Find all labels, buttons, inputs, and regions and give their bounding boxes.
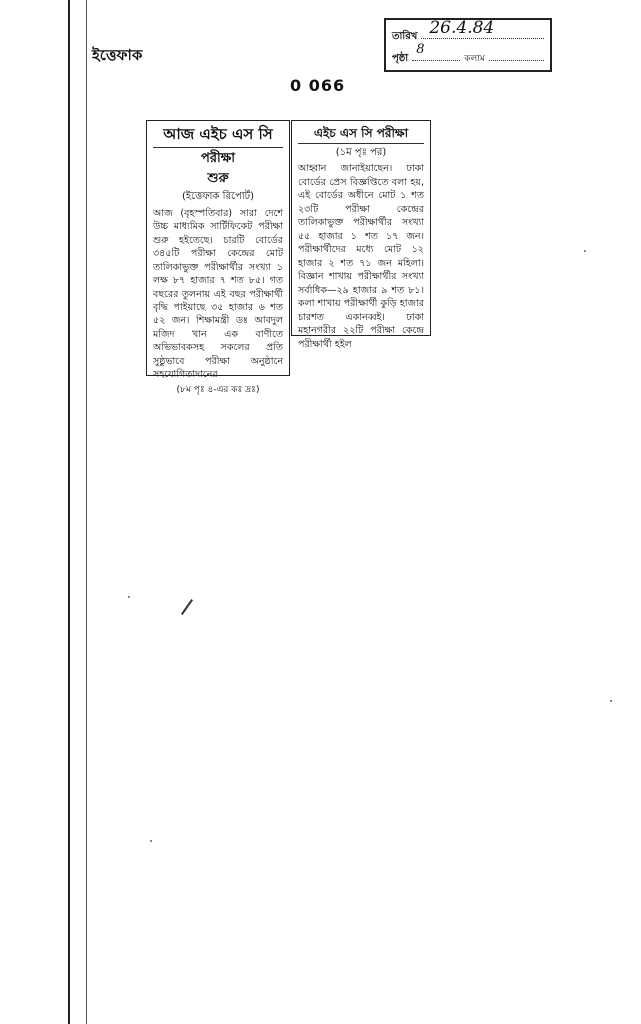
binding-margin-line	[68, 0, 70, 1024]
clipping-subhead: শুরু	[207, 170, 229, 186]
pen-mark	[181, 599, 193, 615]
continuation-body: আহ্বান জানাইয়াছেন। ঢাকা বোর্ডের প্রেস বিজ্ঞপ্তিতে বলা হয়, এই বোর্ডের অধীনে মোট ১ শত ২৩টি পরীক্ষা কেন্দ্রের তালিকাভুক্ত পরীক্ষার্থীর সংখ্যা ৫৫ হাজার ১ শত ১৭ জন। পরীক্ষার্থীদের মধ্যে মোট ১২ হাজার ২ শত ৭১ জন মহিলা। বিজ্ঞান শাখায় পরীক্ষার্থীর সংখ্যা সর্বাধিক—২৯ হাজার ৯ শত ৮১। কলা শাখায় পরীক্ষার্থী কুড়ি হাজার চারশত একানব্বই। ঢাকা মহানগরীর ২২টি পরীক্ষা কেন্দ্রে পরীক্ষার্থী হইল	[298, 163, 424, 350]
scan-speck	[584, 250, 586, 252]
date-field	[421, 18, 544, 39]
margin-rule	[86, 0, 87, 1024]
continuation-headline: এইচ এস সি পরীক্ষা	[298, 125, 424, 144]
scan-speck	[150, 840, 152, 842]
clipping-headline-line2: পরীক্ষা	[201, 150, 235, 166]
clipping-byline: (ইত্তেফাক রিপোর্ট)	[181, 191, 255, 203]
file-number: 0 066	[290, 76, 346, 95]
date-value: 26.4.84	[429, 18, 495, 38]
page-label: পৃষ্ঠা	[392, 53, 409, 64]
reference-stamp-box	[384, 18, 552, 72]
column-label: কলাম	[464, 54, 485, 64]
page-row	[392, 42, 544, 68]
page-value: 8	[416, 42, 425, 57]
date-label: তারিখ	[392, 31, 418, 42]
newspaper-name: ইত্তেফাক	[92, 46, 143, 64]
page-field	[412, 42, 460, 61]
scan-speck	[610, 700, 612, 702]
column-field	[489, 46, 544, 61]
clipping-body: আজ (বৃহস্পতিবার) সারা দেশে উচ্চ মাধ্যমিক সার্টিফিকেট পরীক্ষা শুরু হইতেছে। চারটি বোর্ডের ৩৪৫টি পরীক্ষা কেন্দ্রের মোট তালিকাভুক্ত পরীক্ষার্থীর সংখ্যা ১ লক্ষ ৮৭ হাজার ৭ শত ৮৫। গত বছরের তুলনায় এই বছর পরীক্ষার্থী বৃদ্ধি পাইয়াছে ৩৫ হাজার ৬ শত ৫২ জন। শিক্ষামন্ত্রী ডঃ আবদুল মজিদ খান এক বাণীতে অভিভাবকসহ সকলের প্রতি সুষ্ঠুভাবে পরীক্ষা অনুষ্ঠানে সহযোগিতাদানের	[153, 207, 283, 381]
date-row	[392, 18, 544, 46]
news-clipping-main	[146, 120, 290, 395]
scan-speck	[128, 596, 130, 598]
clipping-headline: আজ এইচ এস সি	[153, 125, 283, 148]
news-clipping-continuation	[291, 120, 431, 350]
continued-from-note: (১ম পৃঃ পর)	[335, 147, 387, 159]
continued-note: (৮ম পৃঃ ৪-এর কঃ দ্রঃ)	[176, 384, 260, 395]
